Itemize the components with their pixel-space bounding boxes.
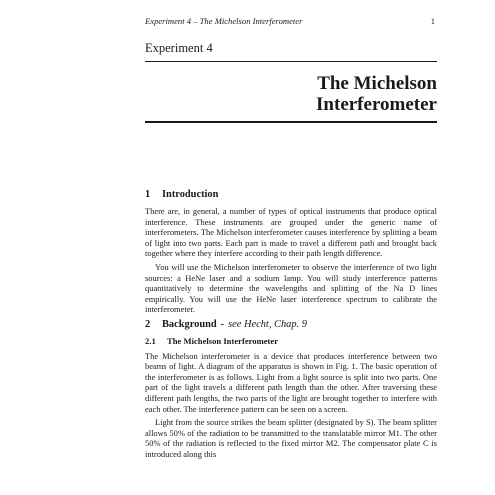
title-rule [145, 121, 437, 123]
page-number: 1 [430, 16, 435, 26]
section-title: Introduction [162, 189, 219, 200]
paragraph: You will use the Michelson interferometer to observe the interference of two light sources: a HeNe laser and a sodium lamp. You will study interference patterns quantitatively to determine the wavelengths and splitting of the Na D lines empirically. You will use the HeNe laser interference spectrum to calibrate the interferometer. [145, 261, 437, 315]
subsection-number: 2.1 [145, 336, 156, 346]
paragraph: The Michelson interferometer is a device that produces interference between two beams of light. A diagram of the apparatus is shown in Fig. 1. The basic operation of the interferometer is as follows. Light from a light source is split into two parts. One part of the light travels a different path length than the other. After traversing these different path lengths, the two parts of the light are brought together to interfere with each other. The interference pattern can be seen on a screen. [145, 350, 437, 414]
section-number: 2 [145, 319, 151, 330]
section-heading [145, 189, 437, 201]
section-introduction [145, 189, 437, 315]
section-background [145, 319, 437, 460]
chapter-label: Experiment 4 [145, 41, 213, 55]
header-rule [145, 61, 437, 62]
subsection-title: The Michelson Interferometer [167, 336, 279, 346]
chapter-title [316, 73, 437, 115]
paragraph: Light from the source strikes the beam splitter (designated by S). The beam splitter allows 50% of the radiation to be transmitted to the translatable mirror M1. The other 50% of the radiation is reflected to the fixed mirror M2. The compensator plate C is introduced along this [145, 417, 437, 459]
running-title: Experiment 4 – The Michelson Interferometer [145, 16, 303, 26]
chapter-title-line-1: The Michelson [317, 73, 437, 94]
section-reference: see Hecht, Chap. 9 [228, 319, 307, 330]
section-separator: - [220, 319, 225, 330]
subsection-heading [145, 336, 437, 347]
chapter-title-line-2: Interferometer [316, 94, 437, 115]
paragraph: There are, in general, a number of types of optical instruments that produce optical interference. These instruments are grouped under the generic name of interferometers. The Michelson interferometer causes interference by splitting a beam of light into two parts. Each part is made to travel a different path and brought back together where they interfere according to their path length difference. [145, 206, 437, 259]
section-heading [145, 319, 437, 331]
running-header [145, 16, 435, 26]
section-title: Background [162, 319, 217, 330]
section-number: 1 [145, 189, 151, 200]
